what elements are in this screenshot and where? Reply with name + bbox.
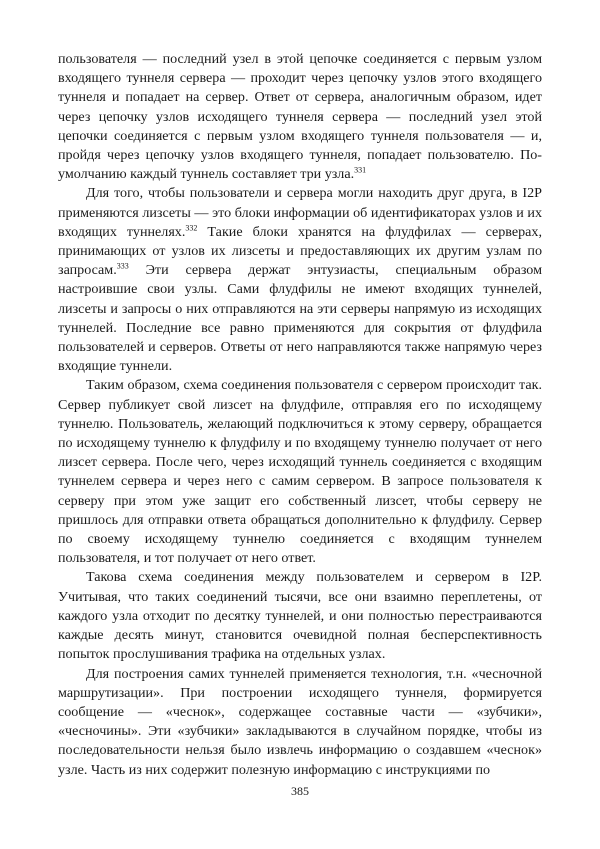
paragraph-2-text-c: Эти сервера держат энтузиасты, специальным образом настроившие свои узлы. Сами флудфилы не имеют входящих туннелей, лизсеты и запросы о них отправляются на эти серверы напрямую из исходящих туннелей. Последние все равно применяются для сокрытия от флудфила пользователей и серверов. Ответы от него направляются также напрямую через входящие туннели. <box>58 262 542 375</box>
paragraph-3 <box>58 376 542 568</box>
paragraph-2-text-a: Для того, чтобы пользователи и сервера могли находить друг друга, в I2P применяются лизсеты — это блоки информации об идентификаторах узлов и их входящих туннелях. <box>58 185 542 240</box>
footnote-ref-332[interactable]: 332 <box>185 223 198 233</box>
paragraph-1 <box>58 50 542 184</box>
paragraph-4-text: Такова схема соединения между пользователем и сервером в I2P. Учитывая, что таких соединений тысячи, все они взаимно переплетены, от каждого узла отходит по десятку туннелей, и они полностью перестраиваются каждые десять минут, становится очевидной полная бесперспективность попыток прослушивания трафика на отдельных узлах. <box>58 569 542 663</box>
paragraph-4 <box>58 568 542 664</box>
footnote-ref-331[interactable]: 331 <box>354 165 367 175</box>
paragraph-3-text: Таким образом, схема соединения пользователя с сервером происходит так. Сервер публикует свой лизсет на флудфиле, отправляя его по исходящему туннелю. Пользователь, желающий подключиться к этому серверу, обращается по исходящему туннелю к флудфилу и по входящему туннелю получает от него лизсет сервера. После чего, через исходящий туннель соединяется с входящим туннелем сервера и через него с самим сервером. В запросе пользователя к серверу при этом уже защит его собственный лизсет, чтобы серверу не пришлось для отправки ответа обращаться дополнительно к флудфилу. Сервер по своему исходящему туннелю соединяется с входящим туннелем пользователя, и тот получает от него ответ. <box>58 377 542 567</box>
body-text <box>58 50 542 780</box>
page-number: 385 <box>291 784 309 798</box>
paragraph-5 <box>58 665 542 780</box>
footnote-ref-333[interactable]: 333 <box>116 261 129 271</box>
paragraph-5-text: Для построения самих туннелей применяется технология, т.н. «чесночной маршрутизации». При построении исходящего туннеля, формируется сообщение — «чеснок», содержащее составные части — «зубчики», «чесночины». Эти «зубчики» закладываются в случайном порядке, чтобы из последовательности нельзя было извлечь информацию о создавшем «чеснок» узле. Часть из них содержит полезную информацию с инструкциями по <box>58 665 542 778</box>
paragraph-1-text: пользователя — последний узел в этой цепочке соединяется с первым узлом входящего туннеля сервера — проходит через цепочку узлов этого входящего туннеля и попадает на сервер. Ответ от сервера, аналогичным образом, идет через цепочку узлов исходящего туннеля сервера — последний узел этой цепочки соединяется с первым узлом входящего туннеля пользователя — и, пройдя через цепочку узлов входящего туннеля, попадает пользователю. По-умолчанию каждый туннель составляет три узла. <box>58 51 542 183</box>
paragraph-2 <box>58 184 542 376</box>
paragraph-2-text-b: Такие блоки хранятся на флудфилах — серверах, принимающих от узлов их лизсеты и предоставляющих их другим узлам по запросам. <box>58 223 543 279</box>
